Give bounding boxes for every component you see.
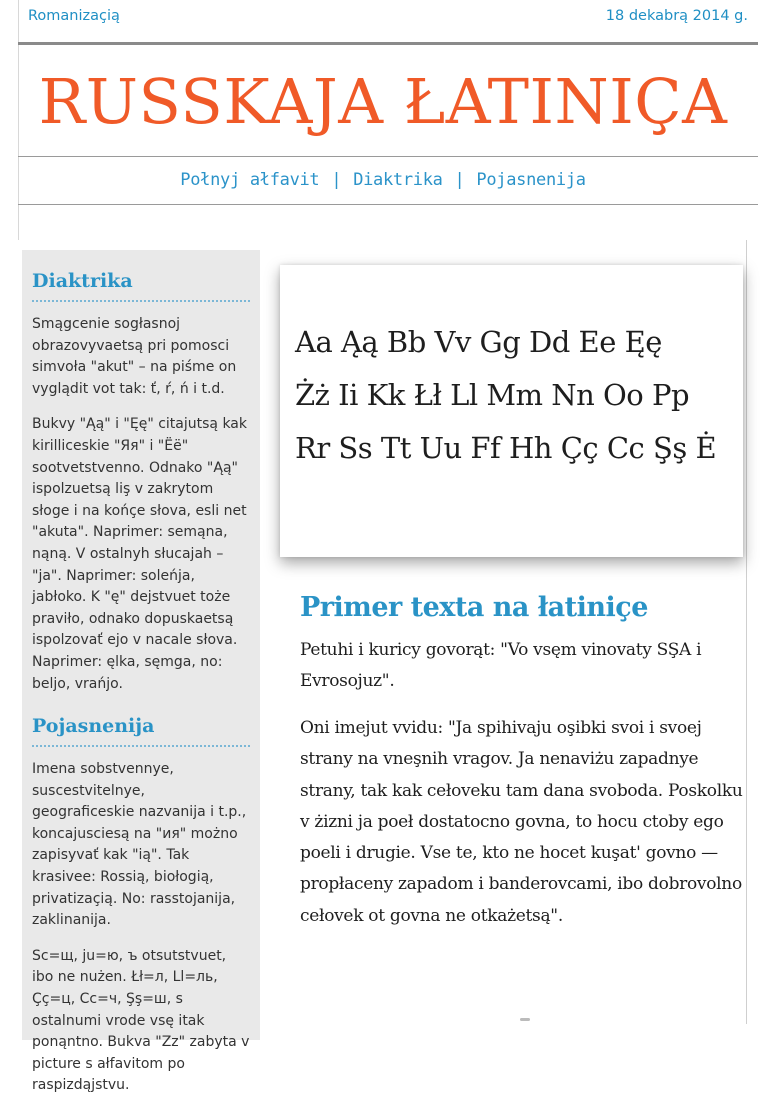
alphabet-line: Żż Ii Kk Łł Ll Mm Nn Oo Pp (295, 378, 690, 412)
sample-paragraph: Petuhi i kuricy govorąt: "Vo vsęm vinovaty SŞA i Evrosojuz". (300, 640, 702, 692)
nav-link-alphabet[interactable]: Połnyj ałfavit (180, 170, 320, 190)
sample-paragraph: Oni imejut vvidu: "Ja spihivaju oşibki svoi i svoej strany na vneşnih vragov. Ja nenaviżu zapadnye strany, tak kak cełoveku tam dana svoboda. Poskolku v żizni ja poeł dostatocno govna, to hocu ctoby ego poeli i drugie. Vse te, kto ne hocet kuşat' govno — propłaceny zapadom i banderovcami, ibo dobrovolno cełovek ot govna ne otkażetsą". (300, 718, 743, 926)
sidebar-paragraph: Bukvy "Ąą" i "Ęę" citajutsą kak kirilliceskie "Яя" i "Ëë" sootvetstvenno. Odnako "Ąą" ispolzuetsą liş v zakrytom słoge i na końçe słova, esli net "akuta". Naprimer: semąna, nąną. V ostalnyh słucajah – "ja". Naprimer: soleńja, jabłoko. K "ę" dejstvuet toże praviło, odnako dopuskaetsą ispolzovať ejo v nacale słova. Naprimer: ęlka, sęmga, no: beljo, vrańjo. (32, 416, 247, 692)
sidebar-paragraph: Imena sobstvennye, suscestvitelnye, geograficeskie nazvanija i t.p., koncajusciesą na "ия" możno zapisyvať kak "ią". Tak krasivee: Rossią, biołogią, privatizaçią. No: rasstojanija, zaklinanija. (32, 761, 247, 929)
alphabet-line: Rr Ss Tt Uu Ff Hh Çç Cc Şş Ė (295, 431, 717, 465)
scroll-indicator (520, 1018, 530, 1021)
section-label: Romanizaçią (28, 8, 120, 24)
masthead-title: RUSSKAJA ŁATINIÇA (38, 65, 728, 138)
sidebar-heading-diacritics: Diaktrika (32, 250, 250, 302)
nav-link-diacritics[interactable]: Diaktrika (353, 170, 443, 190)
sidebar-paragraph: Smągcenie sogłasnoj obrazovyvaetsą pri pomosci simvoła "akut" – na piśme on vyglądit vot tak: ť, ŕ, ń i t.d. (32, 316, 237, 397)
nav-separator: | (454, 170, 465, 190)
alphabet-line: Aa Ąą Bb Vv Gg Dd Ee Ęę (295, 325, 662, 359)
nav-bar (0, 170, 766, 190)
top-bar (28, 8, 748, 32)
content-right-rule (746, 240, 747, 1024)
nav-divider-bottom (18, 204, 758, 205)
sidebar (22, 250, 260, 1094)
nav-separator: | (331, 170, 342, 190)
nav-link-explanations[interactable]: Pojasnenija (476, 170, 586, 190)
alphabet-card (280, 265, 743, 557)
sidebar-paragraph: Sc=щ, ju=ю, ъ otsutstvuet, ibo ne nużen. Łł=л, Ll=ль, Çç=ц, Cc=ч, Şş=ш, s ostalnumi vrode vsę itak ponąntno. Bukva "Zz" zabyta v picture s ałfavitom po raspizdąjstvu. (32, 947, 250, 1094)
sample-heading: Primer texta na łatiniçe (300, 592, 648, 623)
masthead-divider-top (18, 156, 758, 157)
date-label: 18 dekabrą 2014 g. (605, 8, 748, 24)
sidebar-heading-explanations: Pojasnenija (32, 709, 250, 747)
header-divider (18, 42, 758, 45)
